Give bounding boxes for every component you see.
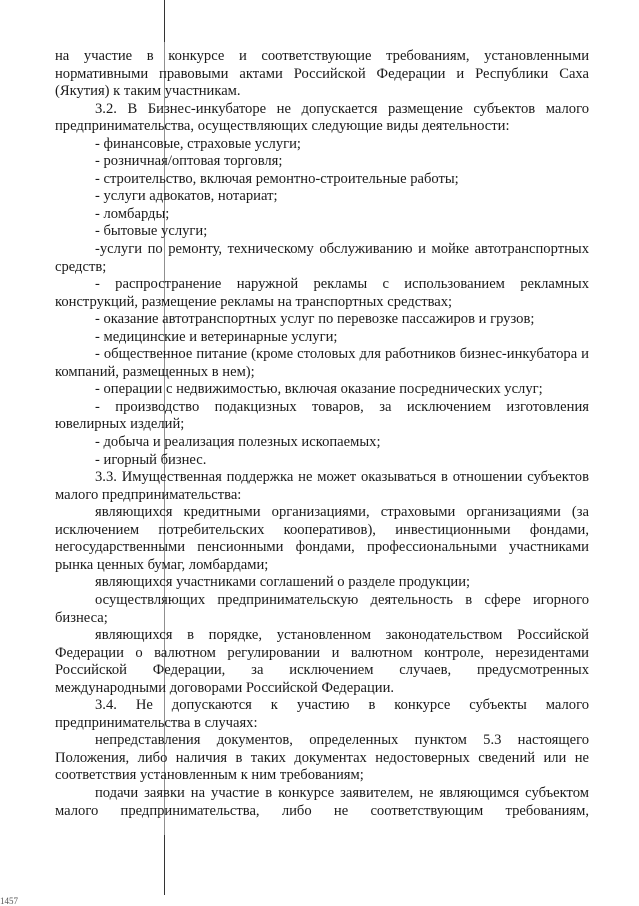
list-item: - медицинские и ветеринарные услуги; — [95, 328, 338, 345]
scan-artifact-line-bottom — [164, 835, 165, 895]
list-item: - распространение наружной рекламы с использованием рекламных конструкций, размещение рекламы на транспортных средствах; — [55, 276, 589, 310]
list-item: являющихся в порядке, установленном законодательством Российской Федерации о валютном регулировании и валютном контроле, нерезидентами Российской Федерации, за исключением случаев, предусмотренных международными договорами Российской Федерации. — [55, 627, 589, 696]
list-item: - оказание автотранспортных услуг по перевозке пассажиров и грузов; — [95, 311, 535, 328]
list-item: - производство подакцизных товаров, за исключением изготовления ювелирных изделий; — [55, 398, 589, 433]
list-item: -услуги по ремонту, техническому обслуживанию и мойке автотранспортных средств; — [55, 241, 589, 275]
paragraph-3-2: 3.2. В Бизнес-инкубаторе не допускается размещение субъектов малого предпринимательства, осуществляющих следующие виды деятельности: — [55, 100, 589, 135]
page-mark: 1457 — [0, 896, 18, 906]
list-item: - игорный бизнес. — [95, 451, 207, 468]
scan-artifact-line-top — [164, 0, 165, 42]
paragraph-intro: на участие в конкурсе и соответствующие требованиям, установленными нормативными правовыми актами Российской Федерации и Республики Саха (Якутия) к таким участникам. — [55, 48, 589, 100]
list-item: - услуги адвокатов, нотариат; — [95, 188, 278, 205]
paragraph-3-3: 3.3. Имущественная поддержка не может оказываться в отношении субъектов малого предпринимательства: — [55, 469, 589, 503]
list-item: - операции с недвижимостью, включая оказание посреднических услуг; — [95, 381, 543, 398]
list-item: - общественное питание (кроме столовых для работников бизнес-инкубатора и компаний, размещенных в нем); — [55, 346, 589, 380]
list-item: - строительство, включая ремонтно-строительные работы; — [95, 170, 459, 187]
document-body — [55, 48, 589, 820]
list-item: являющихся кредитными организациями, страховыми организациями (за исключением потребительских кооперативов), инвестиционными фондами, негосударственными пенсионными фондами, профессиональными участниками рынка ценных бумаг, ломбардами; — [55, 504, 589, 573]
paragraph-3-4: 3.4. Не допускаются к участию в конкурсе субъекты малого предпринимательства в случаях: — [55, 697, 589, 731]
list-item: являющихся участниками соглашений о разделе продукции; — [95, 574, 471, 591]
list-item: - финансовые, страховые услуги; — [95, 135, 301, 152]
list-item: осуществляющих предпринимательскую деятельность в сфере игорного бизнеса; — [55, 591, 589, 626]
list-item: - розничная/оптовая торговля; — [95, 153, 283, 170]
list-item: - добыча и реализация полезных ископаемых; — [95, 434, 381, 451]
list-item: - ломбарды; — [95, 205, 170, 222]
list-item: - бытовые услуги; — [95, 223, 208, 240]
list-item: непредставления документов, определенных пунктом 5.3 настоящего Положения, либо наличия в таких документах недостоверных сведений или не соответствия установленным к ним требованиям; — [55, 732, 589, 784]
list-item: подачи заявки на участие в конкурсе заявителем, не являющимся субъектом малого предпринимательства, либо не соответствующим требованиям, — [55, 784, 589, 819]
